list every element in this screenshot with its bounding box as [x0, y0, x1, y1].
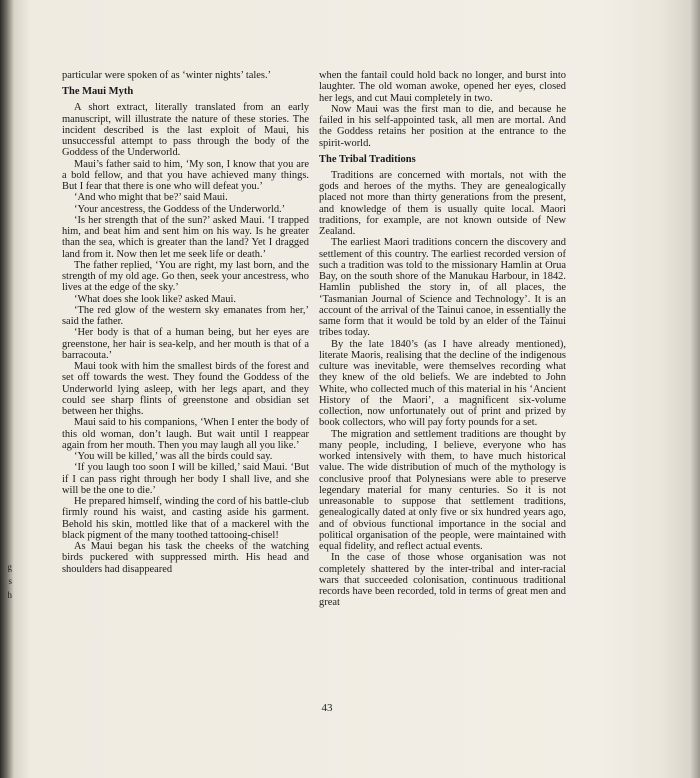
right-column-paragraph: when the fantail could hold back no longer, and burst into laughter. The old woman awoke, opened her eyes, closed her legs, and cut Maui completely in two.: [319, 70, 566, 104]
left-column-paragraph: ‘Her body is that of a human being, but her eyes are greenstone, her hair is sea-kelp, and her mouth is that of a barracouta.’: [62, 327, 309, 361]
margin-fragments: [0, 560, 12, 700]
left-column-paragraph: particular were spoken of as ‘winter nights’ tales.’: [62, 70, 272, 81]
left-column-paragraph: He prepared himself, winding the cord of his battle-club firmly round his waist, and casting aside his garment. Behold his skin, mottled like that of a mackerel with the black pigment of the many toothed tattooing-chisel!: [62, 496, 309, 541]
right-column-paragraph: Traditions are concerned with mortals, not with the gods and heroes of the myths. They are genealogically placed not more than thirty generations from the present, and knowledge of them is usually quite local. Maori traditions, for example, are not known outside of New Zealand.: [319, 169, 566, 237]
book-page: [62, 70, 666, 760]
right-column-paragraph: The earliest Maori traditions concern the discovery and settlement of this country. The earliest recorded version of such a tradition was told to the missionary Hamlin at Orua Bay, on the south shore of the Manukau Harbour, in 1842. Hamlin published the story in, of all places, the ‘Tasmanian Journal of Science and Technology’. It is an account of the arrival of the Tainui canoe, in essentially the same form that it would be told by an elder of the Tainui tribes today.: [319, 237, 566, 339]
left-column-paragraph: ‘You will be killed,’ was all the birds could say.: [74, 451, 273, 462]
page-number: 43: [321, 702, 333, 714]
right-column: [319, 70, 566, 609]
left-column-paragraph: As Maui began his task the cheeks of the watching birds puckered with suppressed mirth. His head and shoulders had disappeared: [62, 541, 309, 575]
left-column-paragraph: A short extract, literally translated from an early manuscript, will illustrate the nature of these stories. The incident described is the last exploit of Maui, his unsuccessful attempt to pass through the body of the Goddess of the Underworld.: [62, 102, 309, 159]
left-column-paragraph: The father replied, ‘You are right, my last born, and the strength of my old age. Go then, seek your ancestress, who lives at the edge of the sky.’: [62, 259, 309, 294]
left-column: [62, 70, 309, 575]
left-column-paragraph: ‘Is her strength that of the sun?’ asked Maui. ‘I trapped him, and beat him and sent him on his way. Is he greater than the sea, which is greater than the land? Yet I dragged land from it. Now then let me seek life or death.’: [62, 214, 309, 260]
left-column-paragraph: Maui’s father said to him, ‘My son, I know that you are a bold fellow, and that you have achieved many things. But I fear that there is one who will defeat you.’: [62, 158, 309, 192]
right-column-paragraph: By the late 1840’s (as I have already mentioned), literate Maoris, realising that the decline of the indigenous culture was inevitable, were themselves recording what they knew of the old beliefs. We are indebted to John White, who collected much of this material in his ‘Ancient History of the Maori’, a magnificent six-volume collection, now unfortunately out of print and prized by book collectors, who will pay forty pounds for a set.: [319, 338, 566, 429]
left-column-heading: The Maui Myth: [62, 86, 134, 98]
left-column-paragraph: ‘The red glow of the western sky emanates from her,’ said the father.: [62, 304, 309, 327]
left-column-paragraph: Maui took with him the smallest birds of the forest and set off towards the west. They found the Goddess of the Underworld lying asleep, with her legs apart, and they could see sharp flints of greenstone and obsidian set between her thighs.: [62, 361, 309, 417]
margin-fragment: h: [7, 590, 12, 600]
right-column-heading: The Tribal Traditions: [319, 153, 416, 165]
right-column-paragraph: In the case of those whose organisation was not completely shattered by the inter-tribal and inter-racial wars that succeeded colonisation, continuous traditional records have been recorded, told in terms of great men and great: [319, 552, 566, 609]
left-column-paragraph: ‘What does she look like? asked Maui.: [74, 293, 237, 305]
right-column-paragraph: Now Maui was the first man to die, and because he failed in his self-appointed task, all men are mortal. And the Goddess retains her position at the entrance to the spirit-world.: [319, 103, 566, 149]
left-column-paragraph: ‘Your ancestress, the Goddess of the Underworld.’: [74, 203, 286, 215]
left-column-paragraph: Maui said to his companions, ‘When I enter the body of this old woman, don’t laugh. But wait until I reappear again from her mouth. Then you may laugh all you like.’: [62, 417, 309, 451]
margin-fragment: g: [7, 562, 12, 572]
left-column-paragraph: ‘And who might that be?’ said Maui.: [74, 192, 228, 204]
left-column-paragraph: ‘If you laugh too soon I will be killed,’ said Maui. ‘But if I can pass right through her body I shall live, and she will be the one to die.’: [62, 462, 309, 496]
right-column-paragraph: The migration and settlement traditions are thought by many people, including, I believe, everyone who has worked intensively with them, to have much historical value. The wide distribution of much of the mythology is conclusive proof that Polynesians were able to preserve legendary material for many centuries. So it is not unreasonable to suppose that settlement traditions, genealogically dated at only five or six hundred years ago, and of obvious functional importance in the social and political organisation of the people, were maintained with equal fidelity, and reflect actual events.: [319, 428, 566, 552]
margin-fragment: s: [8, 576, 12, 586]
